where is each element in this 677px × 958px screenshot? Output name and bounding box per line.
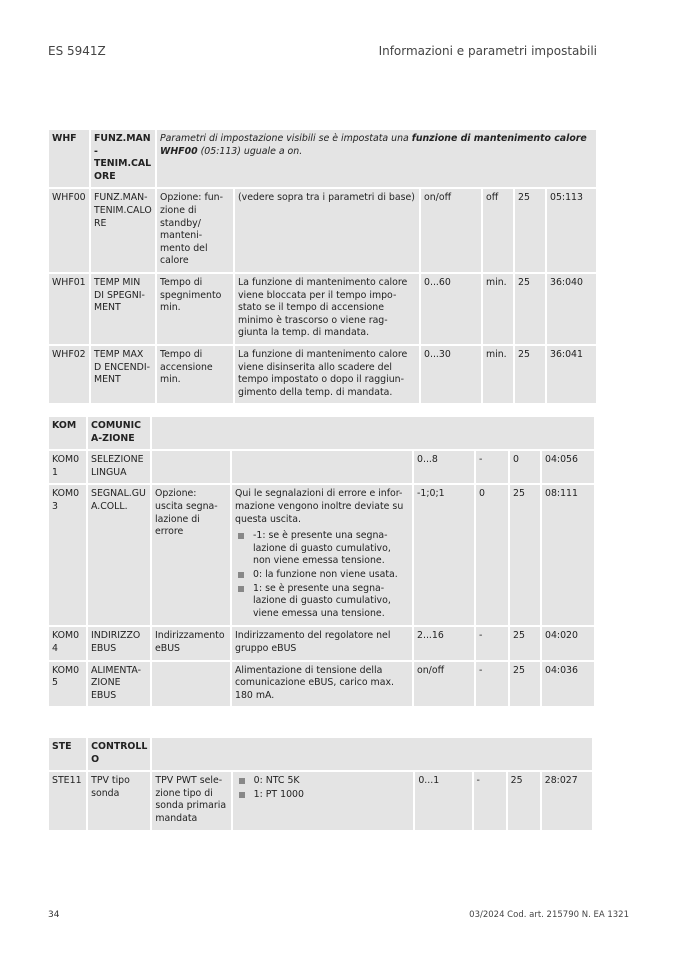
bullet-square-icon [238, 586, 244, 592]
whf-parameter-table [47, 128, 598, 405]
page-number: 34 [48, 910, 60, 920]
group-description [152, 417, 594, 449]
param-range: on/off [414, 662, 474, 707]
param-id: 04:056 [542, 451, 594, 483]
group-code: KOM [49, 417, 86, 449]
list-item-text: -1: se è presente una segna-lazione di guasto cumulativo, non viene emessa tensione. [253, 530, 391, 567]
param-description: La funzione di mantenimento calore viene bloccata per il tempo impo-stato se il tempo di accensione minimo è trascorso o viene rag-giunta la temp. di mandata. [235, 274, 419, 344]
param-level: 25 [515, 189, 545, 272]
param-default: - [476, 662, 508, 707]
param-display-name: SEGNAL.GU A.COLL. [88, 485, 150, 625]
param-code: KOM04 [49, 627, 86, 659]
param-description-text: Qui le segnalazioni di errore e infor-mazione vengono inoltre deviate su questa uscita. [235, 488, 404, 525]
bullet-square-icon [238, 533, 244, 539]
param-display-name: TEMP MIN DI SPEGNI-MENT [91, 274, 155, 344]
param-level: 25 [515, 274, 545, 344]
param-description: La funzione di mantenimento calore viene disinserita allo scadere del tempo impostato o dopo il raggiun-gimento della temp. di mandata. [235, 346, 419, 403]
param-level: 25 [510, 627, 540, 659]
param-display-name: TEMP MAX D ENCENDI-MENT [91, 346, 155, 403]
group-code: WHF [49, 130, 89, 187]
group-description [152, 738, 592, 770]
group-name: CONTROLLO [88, 738, 150, 770]
list-item-text: 0: NTC 5K [253, 775, 300, 787]
table-row [49, 451, 594, 483]
param-code: KOM03 [49, 485, 86, 625]
option-list [235, 530, 409, 620]
param-display-name: TPV tipo sonda [88, 772, 150, 829]
bullet-square-icon [239, 778, 245, 784]
param-range: 0...1 [415, 772, 471, 829]
param-id: 36:040 [547, 274, 596, 344]
table-row [49, 772, 592, 829]
param-range: 0...30 [421, 346, 481, 403]
param-display-name: SELEZIONE LINGUA [88, 451, 150, 483]
group-name: FUNZ.MAN-TENIM.CAL ORE [91, 130, 155, 187]
list-item [235, 583, 409, 621]
kom-parameter-table [47, 415, 596, 708]
param-short-desc [152, 662, 230, 707]
param-description [232, 451, 412, 483]
param-short-desc: TPV PWT sele-zione tipo di sonda primaria mandata [152, 772, 230, 829]
param-code: WHF02 [49, 346, 89, 403]
bullet-square-icon [238, 572, 244, 578]
param-level: 0 [510, 451, 540, 483]
param-default: min. [483, 274, 513, 344]
param-code: WHF00 [49, 189, 89, 272]
table-header-row [49, 738, 592, 770]
param-range: 2...16 [414, 627, 474, 659]
option-list [236, 775, 411, 801]
param-code: KOM01 [49, 451, 86, 483]
param-code: STE11 [49, 772, 86, 829]
ste-parameter-table [47, 736, 594, 832]
param-default: off [483, 189, 513, 272]
param-description [233, 772, 414, 829]
param-level: 25 [508, 772, 540, 829]
param-default: 0 [476, 485, 508, 625]
list-item [235, 569, 409, 582]
group-description: Parametri di impostazione visibili se è impostata una funzione di mantenimento calore WHF00 (05:113) uguale a on. [157, 130, 596, 187]
table-row [49, 274, 596, 344]
table-row [49, 485, 594, 625]
param-code: WHF01 [49, 274, 89, 344]
table-row [49, 346, 596, 403]
table-row [49, 627, 594, 659]
param-id: 04:036 [542, 662, 594, 707]
param-short-desc: Tempo di accensione min. [157, 346, 233, 403]
param-range: on/off [421, 189, 481, 272]
param-description: (vedere sopra tra i parametri di base) [235, 189, 419, 272]
param-default: - [476, 627, 508, 659]
group-code: STE [49, 738, 86, 770]
table-row [49, 189, 596, 272]
param-id: 36:041 [547, 346, 596, 403]
group-name: COMUNICA-ZIONE [88, 417, 150, 449]
param-id: 08:111 [542, 485, 594, 625]
param-short-desc: Opzione: fun-zione di standby/ manteni-mento del calore [157, 189, 233, 272]
param-default: - [474, 772, 506, 829]
param-display-name: ALIMENTA-ZIONE EBUS [88, 662, 150, 707]
param-short-desc: Indirizzamento eBUS [152, 627, 230, 659]
param-short-desc: Tempo di spegnimento min. [157, 274, 233, 344]
footer-info: 03/2024 Cod. art. 215790 N. EA 1321 [469, 910, 629, 920]
param-range: 0...60 [421, 274, 481, 344]
param-level: 25 [515, 346, 545, 403]
list-item-text: 1: PT 1000 [253, 788, 304, 800]
list-item-text: 1: se è presente una segna-lazione di guasto cumulativo, viene emessa una tensione. [253, 582, 391, 619]
param-display-name: FUNZ.MAN-TENIM.CALO RE [91, 189, 155, 272]
param-default: min. [483, 346, 513, 403]
param-description: Alimentazione di tensione della comunicazione eBUS, carico max. 180 mA. [232, 662, 412, 707]
param-code: KOM05 [49, 662, 86, 707]
param-description [232, 485, 412, 625]
list-item [236, 775, 411, 788]
table-row [49, 662, 594, 707]
param-default: - [476, 451, 508, 483]
param-display-name: INDIRIZZO EBUS [88, 627, 150, 659]
section-title: Informazioni e parametri impostabili [378, 44, 597, 58]
param-id: 28:027 [542, 772, 592, 829]
param-description: Indirizzamento del regolatore nel gruppo eBUS [232, 627, 412, 659]
param-level: 25 [510, 485, 540, 625]
param-range: 0...8 [414, 451, 474, 483]
list-item [236, 789, 411, 802]
bullet-square-icon [239, 792, 245, 798]
doc-model: ES 5941Z [48, 44, 106, 58]
param-id: 04:020 [542, 627, 594, 659]
param-id: 05:113 [547, 189, 596, 272]
table-header-row [49, 417, 594, 449]
list-item-text: 0: la funzione non viene usata. [253, 568, 398, 580]
param-short-desc: Opzione: uscita segna-lazione di errore [152, 485, 230, 625]
param-level: 25 [510, 662, 540, 707]
table-header-row [49, 130, 596, 187]
list-item [235, 530, 409, 568]
param-short-desc [152, 451, 230, 483]
param-range: -1;0;1 [414, 485, 474, 625]
